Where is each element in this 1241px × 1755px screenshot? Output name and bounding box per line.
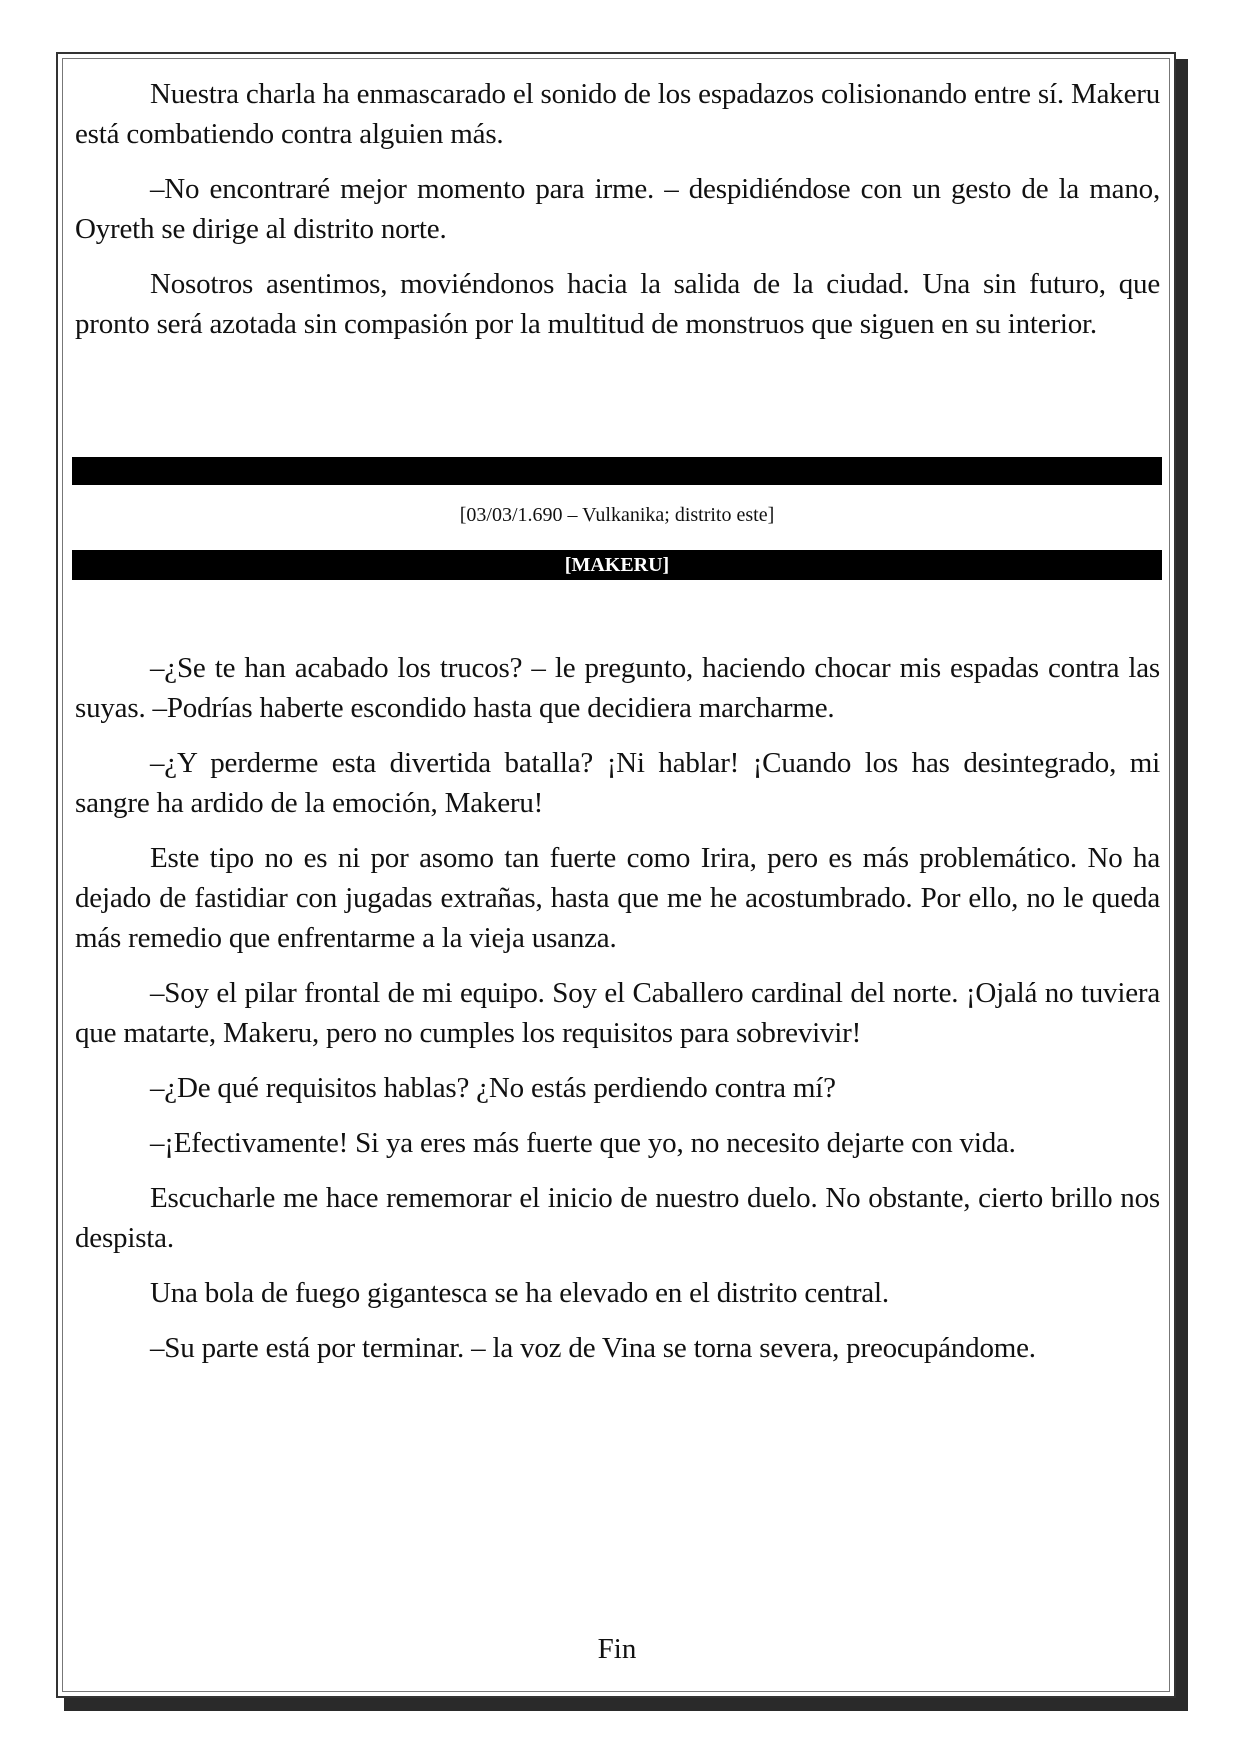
paragraph: –¿De qué requisitos hablas? ¿No estás perdiendo contra mí? [150, 1072, 836, 1104]
paragraph: –Soy el pilar frontal de mi equipo. Soy el Caballero cardinal del norte. ¡Ojalá no tuviera que matarte, Makeru, pero no cumples los requisitos para sobrevivir! [75, 977, 1160, 1049]
end-label: Fin [597, 1633, 637, 1665]
paragraph: –No encontraré mejor momento para irme. – despidiéndose con un gesto de la mano, Oyreth se dirige al distrito norte. [75, 173, 1160, 245]
paragraph: Nosotros asentimos, moviéndonos hacia la salida de la ciudad. Una sin futuro, que pronto será azotada sin compasión por la multitud de monstruos que siguen en su interior. [75, 268, 1160, 340]
pov-character-banner: [MAKERU] [72, 550, 1162, 580]
section-2-text [75, 648, 1160, 1383]
paragraph: –¿Y perderme esta divertida batalla? ¡Ni hablar! ¡Cuando los has desintegrado, mi sangre ha ardido de la emoción, Makeru! [75, 747, 1160, 819]
paragraph: –Su parte está por terminar. – la voz de Vina se torna severa, preocupándome. [150, 1332, 1036, 1364]
paragraph: Este tipo no es ni por asomo tan fuerte como Irira, pero es más problemático. No ha dejado de fastidiar con jugadas extrañas, hasta que me he acostumbrado. Por ello, no le queda más remedio que enfrentarme a la vieja usanza. [75, 842, 1160, 954]
paragraph: –¡Efectivamente! Si ya eres más fuerte que yo, no necesito dejarte con vida. [150, 1127, 1016, 1159]
paragraph: Una bola de fuego gigantesca se ha elevado en el distrito central. [150, 1277, 889, 1309]
paragraph: Escucharle me hace rememorar el inicio de nuestro duelo. No obstante, cierto brillo nos despista. [75, 1182, 1160, 1254]
section-1-text [75, 74, 1160, 359]
scene-dateline: [03/03/1.690 – Vulkanika; distrito este] [459, 504, 775, 526]
paragraph: Nuestra charla ha enmascarado el sonido de los espadazos colisionando entre sí. Makeru está combatiendo contra alguien más. [75, 78, 1160, 150]
scene-break-bar [72, 457, 1162, 485]
paragraph: –¿Se te han acabado los trucos? – le pregunto, haciendo chocar mis espadas contra las suyas. –Podrías haberte escondido hasta que decidiera marcharme. [75, 652, 1160, 724]
